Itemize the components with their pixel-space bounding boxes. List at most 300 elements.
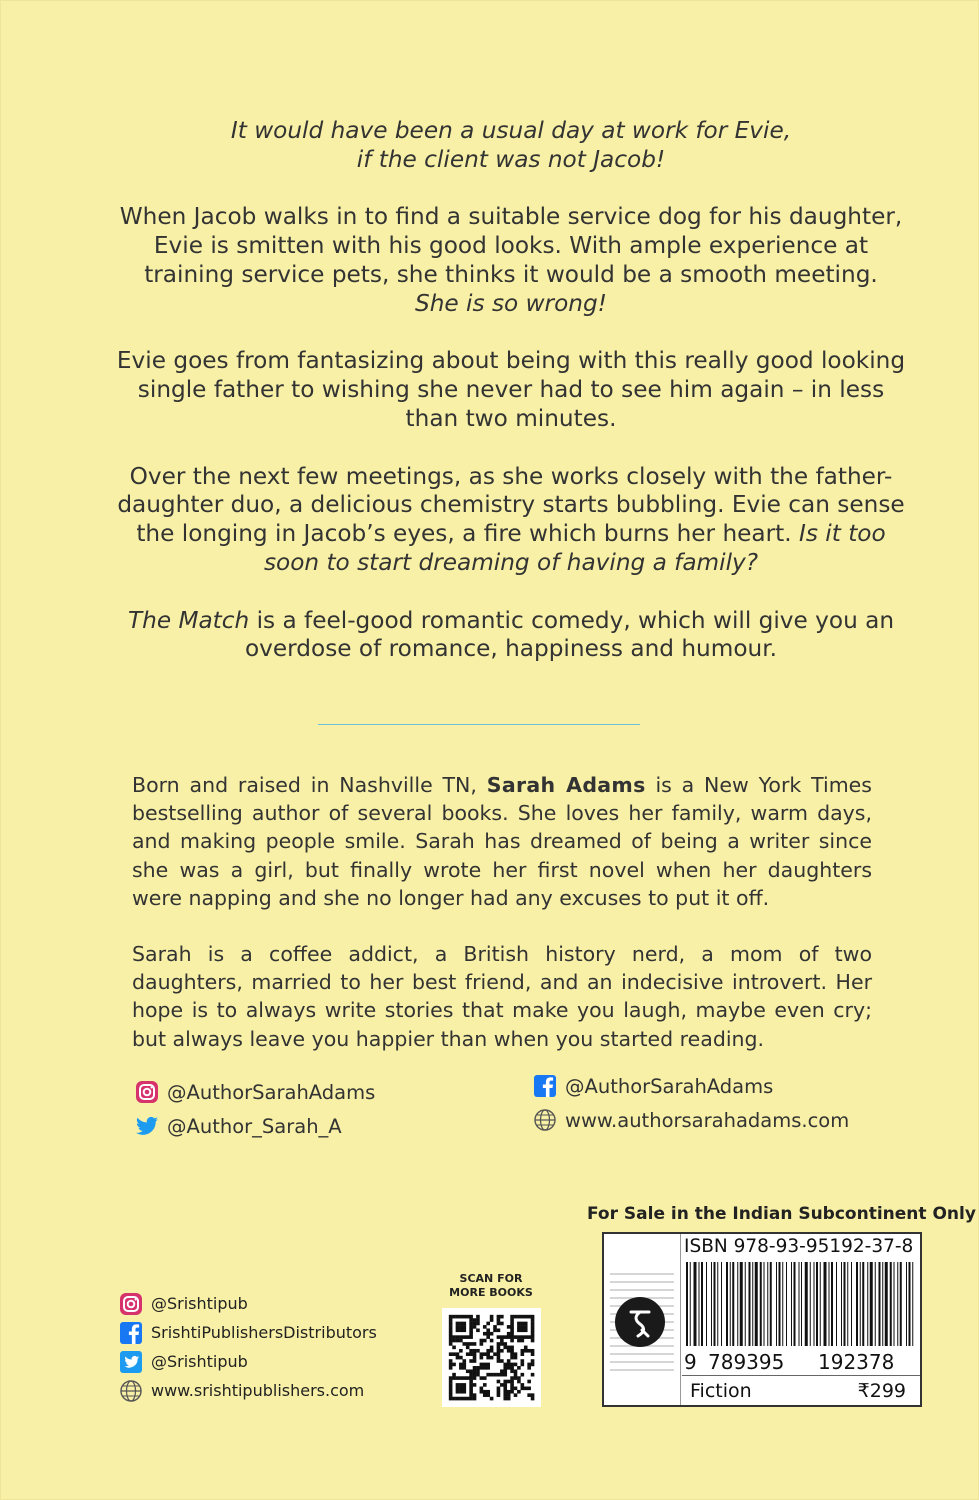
qr-module — [514, 1373, 518, 1377]
barcode-bar — [726, 1262, 728, 1346]
qr-module — [456, 1328, 460, 1332]
barcode-bar — [801, 1262, 802, 1346]
barcode-bar — [760, 1262, 762, 1346]
barcode-bar — [824, 1262, 827, 1346]
qr-module — [503, 1393, 507, 1397]
qr-module — [497, 1322, 501, 1326]
qr-module — [490, 1356, 494, 1360]
qr-module — [531, 1315, 535, 1319]
book-title: The Match — [127, 606, 250, 634]
isbn-label: ISBN 978-93-95192-37-8 — [684, 1236, 914, 1257]
qr-module — [531, 1322, 535, 1326]
qr-module — [459, 1328, 463, 1332]
barcode-bar — [897, 1262, 898, 1346]
barcode-bar — [701, 1262, 703, 1346]
barcode-bar — [721, 1262, 722, 1346]
qr-module — [493, 1328, 497, 1332]
qr-module — [473, 1359, 477, 1363]
qr-module — [480, 1390, 484, 1394]
qr-module — [524, 1349, 528, 1353]
qr-module — [503, 1342, 507, 1346]
barcode-bar — [862, 1262, 864, 1346]
qr-module — [462, 1397, 466, 1401]
barcode-bar — [829, 1262, 830, 1346]
sale-territory-note: For Sale in the Indian Subcontinent Only — [587, 1204, 976, 1224]
qr-module — [521, 1339, 525, 1343]
blurb-tagline — [111, 117, 911, 175]
qr-module — [527, 1335, 531, 1339]
barcode-bar — [755, 1262, 758, 1346]
qr-module — [503, 1335, 507, 1339]
qr-module — [480, 1363, 484, 1367]
qr-module — [456, 1325, 460, 1329]
barcode-bar — [799, 1262, 800, 1346]
instagram-icon — [135, 1080, 159, 1104]
qr-module — [497, 1346, 501, 1350]
qr-module — [490, 1346, 494, 1350]
qr-module — [449, 1397, 453, 1401]
qr-module — [531, 1393, 535, 1397]
barcode-bar — [867, 1262, 868, 1346]
qr-module — [503, 1366, 507, 1370]
qr-module — [503, 1383, 507, 1387]
qr-module — [531, 1359, 535, 1363]
publisher-twitter[interactable] — [119, 1347, 377, 1376]
qr-module — [510, 1366, 514, 1370]
barcode-bar — [814, 1262, 815, 1346]
barcode-bar — [879, 1262, 881, 1346]
qr-module — [486, 1352, 490, 1356]
barcode-bar — [711, 1262, 712, 1346]
qr-module — [486, 1363, 490, 1367]
qr-module — [466, 1369, 470, 1373]
qr-module — [531, 1332, 535, 1336]
qr-module — [527, 1366, 531, 1370]
qr-module — [456, 1397, 460, 1401]
qr-module — [514, 1393, 518, 1397]
qr-module — [469, 1328, 473, 1332]
qr-module — [521, 1349, 525, 1353]
qr-module — [517, 1315, 521, 1319]
publisher-website[interactable] — [119, 1376, 377, 1405]
blurb-paragraph-4: Over the next few meetings, as she works closely with the father-daughter duo, a delicious chemistry starts bubbling. Evie can sense the longing in Jacob’s eyes, a fire which burns her heart. Is it too soon to start dreaming of having a family? — [117, 462, 905, 576]
qr-module — [514, 1363, 518, 1367]
qr-module — [527, 1315, 531, 1319]
qr-module — [449, 1352, 453, 1356]
qr-module — [459, 1315, 463, 1319]
qr-module — [497, 1352, 501, 1356]
barcode-bar — [875, 1262, 876, 1346]
qr-module — [500, 1383, 504, 1387]
qr-module — [503, 1397, 507, 1401]
bio-paragraph-2: Sarah is a coffee addict, a British history nerd, a mom of two daughters, married to her best friend, and an indecisive introvert. Her hope is to always write stories that make you laugh, maybe even cry; but always leave you happier than when you started reading. — [132, 942, 872, 1051]
qr-module — [449, 1366, 453, 1370]
instagram-icon — [119, 1292, 143, 1316]
qr-module — [497, 1387, 501, 1391]
qr-module — [493, 1352, 497, 1356]
qr-module — [503, 1369, 507, 1373]
qr-module — [497, 1328, 501, 1332]
qr-module — [466, 1352, 470, 1356]
qr-module — [473, 1376, 477, 1380]
qr-module — [507, 1325, 511, 1329]
barcode-bar — [764, 1262, 765, 1346]
qr-module — [486, 1335, 490, 1339]
qr-module — [517, 1328, 521, 1332]
qr-module — [510, 1356, 514, 1360]
qr-module — [483, 1393, 487, 1397]
qr-module — [521, 1315, 525, 1319]
author-facebook[interactable] — [533, 1069, 849, 1103]
qr-module — [449, 1342, 453, 1346]
barcode-digit-first: 9 — [684, 1350, 697, 1374]
barcode-bar — [749, 1262, 751, 1346]
qr-module — [521, 1322, 525, 1326]
qr-module — [503, 1346, 507, 1350]
qr-module — [531, 1349, 535, 1353]
qr-module — [476, 1315, 480, 1319]
qr-module — [480, 1352, 484, 1356]
publisher-facebook[interactable] — [119, 1318, 377, 1347]
qr-module — [486, 1328, 490, 1332]
qr-module — [510, 1383, 514, 1387]
qr-module — [524, 1346, 528, 1350]
qr-module — [456, 1315, 460, 1319]
publisher-website-url: www.srishtipublishers.com — [151, 1381, 365, 1400]
qr-module — [456, 1356, 460, 1360]
qr-module — [531, 1373, 535, 1377]
author-facebook-handle: @AuthorSarahAdams — [565, 1074, 774, 1098]
qr-module — [517, 1335, 521, 1339]
qr-module — [500, 1339, 504, 1343]
qr-module — [510, 1322, 514, 1326]
qr-module — [483, 1366, 487, 1370]
qr-module — [449, 1380, 453, 1384]
author-bio — [132, 771, 872, 1081]
qr-module — [459, 1366, 463, 1370]
qr-module — [527, 1387, 531, 1391]
qr-module — [521, 1335, 525, 1339]
qr-module — [500, 1322, 504, 1326]
twitter-icon — [119, 1350, 143, 1374]
qr-code[interactable] — [442, 1308, 541, 1407]
qr-module — [483, 1332, 487, 1336]
barcode-bar — [786, 1262, 787, 1346]
barcode-bar — [730, 1262, 731, 1346]
qr-module — [486, 1332, 490, 1336]
price-label: ₹299 — [857, 1380, 906, 1402]
qr-module — [473, 1397, 477, 1401]
qr-module — [514, 1376, 518, 1380]
qr-module — [452, 1363, 456, 1367]
barcode-bar — [890, 1262, 892, 1346]
qr-module — [473, 1366, 477, 1370]
barcode-bar — [686, 1262, 688, 1346]
qr-module — [510, 1339, 514, 1343]
qr-module — [469, 1359, 473, 1363]
barcode-bar — [906, 1262, 907, 1346]
qr-module — [469, 1315, 473, 1319]
qr-module — [469, 1318, 473, 1322]
qr-module — [500, 1349, 504, 1353]
qr-module — [486, 1366, 490, 1370]
qr-module — [500, 1315, 504, 1319]
qr-module — [531, 1328, 535, 1332]
qr-module — [490, 1373, 494, 1377]
qr-module — [531, 1335, 535, 1339]
qr-module — [517, 1366, 521, 1370]
barcode-bar — [912, 1262, 913, 1346]
qr-module — [497, 1356, 501, 1360]
qr-module — [531, 1325, 535, 1329]
qr-module — [480, 1356, 484, 1360]
qr-module — [500, 1359, 504, 1363]
tagline-line-2: if the client was not Jacob! — [356, 145, 666, 173]
author-social-left — [135, 1075, 375, 1143]
barcode-bar — [836, 1262, 837, 1346]
qr-module — [456, 1387, 460, 1391]
qr-module — [514, 1369, 518, 1373]
qr-module — [462, 1342, 466, 1346]
barcode-bar — [779, 1262, 781, 1346]
qr-module — [462, 1363, 466, 1367]
barcode-bar — [805, 1262, 808, 1346]
qr-module — [490, 1339, 494, 1343]
qr-module — [469, 1352, 473, 1356]
qr-module — [476, 1328, 480, 1332]
barcode-bar — [732, 1262, 734, 1346]
publisher-instagram[interactable] — [119, 1289, 377, 1318]
qr-module — [531, 1363, 535, 1367]
section-divider — [318, 724, 640, 725]
qr-module — [507, 1359, 511, 1363]
barcode-bar — [885, 1262, 888, 1346]
qr-module — [510, 1352, 514, 1356]
qr-module — [476, 1322, 480, 1326]
qr-module — [476, 1366, 480, 1370]
barcode-bar — [737, 1262, 738, 1346]
globe-icon — [533, 1108, 557, 1132]
qr-module — [510, 1349, 514, 1353]
qr-module — [459, 1339, 463, 1343]
qr-module — [452, 1346, 456, 1350]
barcode-digits-right: 192378 — [818, 1350, 895, 1374]
barcode-bar — [900, 1262, 902, 1346]
qr-module — [462, 1315, 466, 1319]
blurb-paragraph-5: The Match is a feel-good romantic comedy, which will give you an overdose of romance, happiness and humour. — [127, 606, 895, 663]
facebook-icon — [119, 1321, 143, 1345]
author-instagram[interactable] — [135, 1075, 375, 1109]
author-twitter[interactable] — [135, 1109, 375, 1143]
qr-module — [466, 1376, 470, 1380]
barcode-bar — [740, 1262, 743, 1346]
qr-module — [480, 1376, 484, 1380]
qr-module — [452, 1376, 456, 1380]
qr-module — [469, 1387, 473, 1391]
qr-module — [524, 1328, 528, 1332]
barcode-bar — [810, 1262, 811, 1346]
qr-module — [490, 1397, 494, 1401]
qr-module — [503, 1373, 507, 1377]
qr-module — [483, 1376, 487, 1380]
qr-module — [469, 1335, 473, 1339]
qr-module — [514, 1356, 518, 1360]
barcode-bar — [717, 1262, 718, 1346]
qr-module — [469, 1342, 473, 1346]
qr-module — [459, 1363, 463, 1367]
scan-label: SCAN FOR MORE BOOKS — [449, 1272, 533, 1299]
qr-module — [493, 1373, 497, 1377]
publisher-logo-strip — [604, 1234, 681, 1405]
barcode-bar — [841, 1262, 842, 1346]
qr-module — [486, 1322, 490, 1326]
qr-module — [456, 1376, 460, 1380]
qr-module — [497, 1380, 501, 1384]
qr-module — [524, 1325, 528, 1329]
qr-module — [449, 1376, 453, 1380]
qr-module — [500, 1335, 504, 1339]
qr-module — [507, 1335, 511, 1339]
qr-module — [449, 1393, 453, 1397]
barcode-bar — [870, 1262, 873, 1346]
qr-module — [521, 1325, 525, 1329]
qr-module — [531, 1339, 535, 1343]
publisher-twitter-handle: @Srishtipub — [151, 1352, 248, 1371]
qr-module — [469, 1373, 473, 1377]
qr-module — [462, 1376, 466, 1380]
qr-module — [449, 1322, 453, 1326]
barcode-bar — [782, 1262, 783, 1346]
qr-module — [473, 1373, 477, 1377]
blurb-paragraph-2: When Jacob walks in to find a suitable service dog for his daughter, Evie is smitten with his good looks. With ample experience at training service pets, she thinks it would be a smooth meeting. She is so wrong! — [119, 203, 903, 317]
qr-module — [507, 1393, 511, 1397]
qr-module — [500, 1373, 504, 1377]
qr-module — [486, 1356, 490, 1360]
qr-module — [510, 1346, 514, 1350]
qr-module — [462, 1366, 466, 1370]
qr-module — [449, 1318, 453, 1322]
qr-module — [449, 1315, 453, 1319]
barcode-bar — [699, 1262, 700, 1346]
qr-module — [531, 1318, 535, 1322]
qr-module — [507, 1366, 511, 1370]
qr-module — [514, 1387, 518, 1391]
qr-module — [497, 1359, 501, 1363]
qr-module — [466, 1342, 470, 1346]
qr-module — [524, 1322, 528, 1326]
qr-module — [524, 1315, 528, 1319]
qr-module — [456, 1322, 460, 1326]
qr-module — [462, 1328, 466, 1332]
qr-module — [456, 1352, 460, 1356]
qr-module — [483, 1390, 487, 1394]
author-website-url: www.authorsarahadams.com — [565, 1108, 850, 1132]
qr-module — [473, 1352, 477, 1356]
qr-module — [510, 1363, 514, 1367]
barcode-bar — [882, 1262, 883, 1346]
qr-module — [469, 1349, 473, 1353]
qr-module — [452, 1335, 456, 1339]
qr-module — [473, 1369, 477, 1373]
bio-paragraph-1: Born and raised in Nashville TN, Sarah Adams is a New York Times bestselling author of several books. She loves her family, warm days, and making people smile. Sarah has dreamed of being a writer since she was a girl, but finally wrote her first novel when her daughters were napping and she no longer had any excuses to put it off. — [132, 773, 872, 910]
qr-module — [476, 1318, 480, 1322]
barcode-bar — [909, 1262, 911, 1346]
qr-module — [459, 1383, 463, 1387]
qr-module — [469, 1376, 473, 1380]
qr-module — [507, 1349, 511, 1353]
qr-module — [521, 1328, 525, 1332]
qr-module — [510, 1315, 514, 1319]
qr-module — [521, 1387, 525, 1391]
qr-module — [459, 1325, 463, 1329]
qr-module — [517, 1325, 521, 1329]
qr-module — [449, 1332, 453, 1336]
qr-module — [497, 1335, 501, 1339]
qr-module — [459, 1335, 463, 1339]
qr-module — [469, 1393, 473, 1397]
qr-module — [473, 1325, 477, 1329]
qr-module — [503, 1380, 507, 1384]
qr-module — [507, 1346, 511, 1350]
qr-module — [483, 1325, 487, 1329]
qr-module — [456, 1339, 460, 1343]
qr-module — [476, 1349, 480, 1353]
barcode-bar — [767, 1262, 768, 1346]
qr-module — [462, 1335, 466, 1339]
barcode-digits-left: 789395 — [708, 1350, 785, 1374]
qr-module — [459, 1356, 463, 1360]
qr-module — [507, 1363, 511, 1367]
qr-module — [456, 1335, 460, 1339]
qr-module — [510, 1328, 514, 1332]
qr-module — [500, 1369, 504, 1373]
barcode-bar — [860, 1262, 861, 1346]
qr-module — [527, 1393, 531, 1397]
barcode-bar — [770, 1262, 772, 1346]
qr-module — [517, 1376, 521, 1380]
author-website[interactable] — [533, 1103, 849, 1137]
qr-module — [469, 1369, 473, 1373]
qr-module — [469, 1380, 473, 1384]
barcode-bar — [694, 1262, 697, 1346]
qr-module — [486, 1373, 490, 1377]
qr-module — [517, 1390, 521, 1394]
barcode-bar — [794, 1262, 796, 1346]
qr-module — [466, 1397, 470, 1401]
barcode-bar — [894, 1262, 895, 1346]
qr-module — [449, 1335, 453, 1339]
qr-module — [490, 1332, 494, 1336]
qr-module — [521, 1359, 525, 1363]
qr-module — [459, 1387, 463, 1391]
blurb-italic-question: Is it too soon to start dreaming of having a family? — [263, 520, 886, 576]
qr-module — [473, 1349, 477, 1353]
qr-module — [452, 1339, 456, 1343]
qr-module — [497, 1393, 501, 1397]
qr-module — [459, 1349, 463, 1353]
qr-module — [527, 1363, 531, 1367]
blurb-italic-remark: She is so wrong! — [415, 289, 607, 317]
qr-module — [507, 1332, 511, 1336]
qr-module — [473, 1318, 477, 1322]
book-blurb — [111, 117, 911, 693]
barcode-bar — [816, 1262, 818, 1346]
qr-module — [449, 1325, 453, 1329]
barcode-bar — [706, 1262, 707, 1346]
qr-module — [497, 1315, 501, 1319]
qr-module — [514, 1335, 518, 1339]
qr-module — [466, 1335, 470, 1339]
